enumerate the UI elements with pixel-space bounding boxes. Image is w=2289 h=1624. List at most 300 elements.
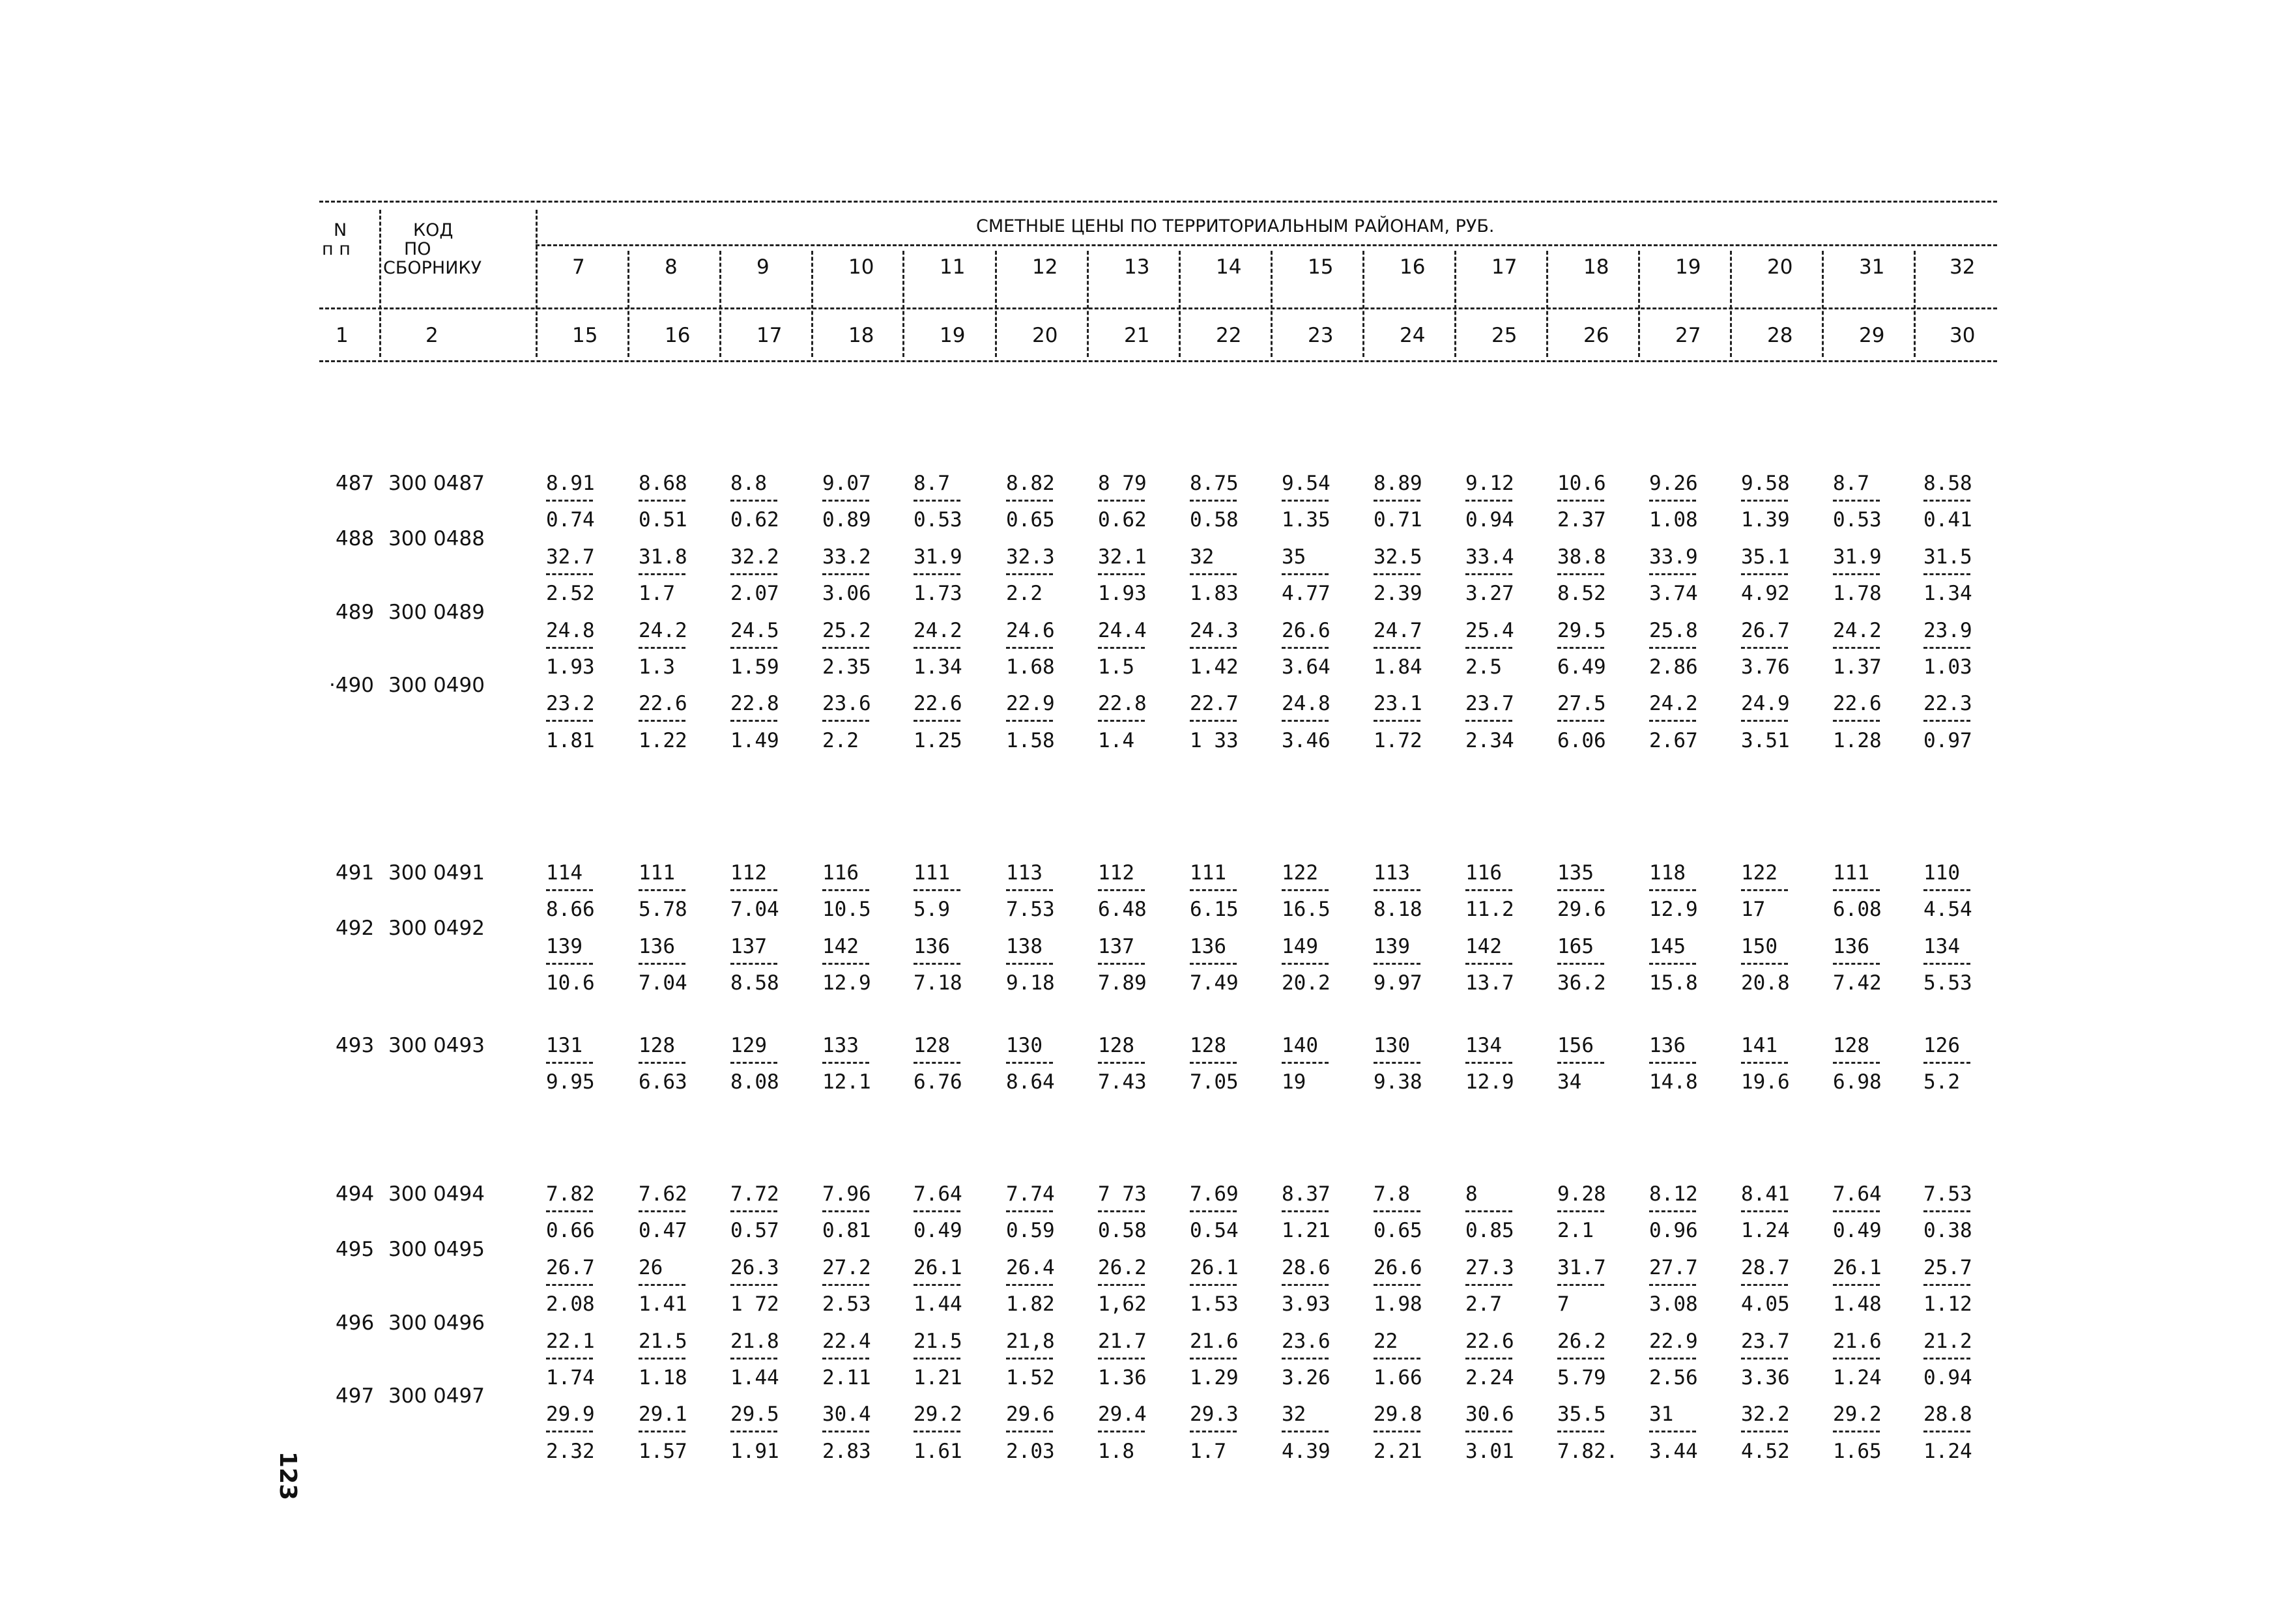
price-value: 12.1 bbox=[822, 1070, 871, 1094]
price-value: 128 bbox=[1190, 1034, 1226, 1057]
fraction-bar bbox=[1465, 500, 1512, 502]
price-value: 0.59 bbox=[1006, 1219, 1055, 1243]
fraction-bar bbox=[639, 500, 685, 502]
row-number: 489 bbox=[336, 600, 375, 624]
price-value: 1.49 bbox=[730, 728, 779, 752]
price-value: 8.18 bbox=[1374, 898, 1422, 922]
price-value: 26.6 bbox=[1374, 1255, 1422, 1279]
fraction-bar bbox=[1282, 500, 1329, 502]
fraction-bar bbox=[1374, 720, 1420, 722]
price-value: 1.72 bbox=[1374, 728, 1422, 752]
price-value: 1.74 bbox=[546, 1366, 595, 1389]
fraction-bar bbox=[730, 720, 777, 722]
catalog-code: 300 0495 bbox=[388, 1237, 485, 1261]
price-value: 1.65 bbox=[1833, 1439, 1882, 1463]
price-value: 2.24 bbox=[1465, 1366, 1514, 1389]
catalog-code: 300 0488 bbox=[388, 526, 485, 550]
fraction-bar bbox=[1190, 573, 1237, 575]
fraction-bar bbox=[1649, 500, 1696, 502]
price-value: 32 bbox=[1282, 1403, 1306, 1427]
fraction-bar bbox=[1557, 500, 1604, 502]
district-number: 10 bbox=[848, 255, 874, 279]
column-number: 22 bbox=[1216, 324, 1242, 347]
price-value: 26.4 bbox=[1006, 1255, 1055, 1279]
fraction-bar bbox=[1741, 889, 1788, 891]
header-code-label-1: КОД bbox=[413, 220, 453, 240]
price-value: 34 bbox=[1557, 1070, 1582, 1094]
price-value: 16.5 bbox=[1282, 898, 1331, 922]
fraction-bar bbox=[1282, 1284, 1329, 1286]
price-value: 26.2 bbox=[1098, 1255, 1147, 1279]
price-value: 2.56 bbox=[1649, 1366, 1698, 1389]
price-value: 0.96 bbox=[1649, 1219, 1698, 1243]
row-number: 496 bbox=[336, 1311, 375, 1335]
price-value: 9.07 bbox=[822, 472, 871, 495]
price-value: 8.68 bbox=[639, 472, 687, 495]
district-number: 9 bbox=[756, 255, 770, 279]
price-value: 23.9 bbox=[1923, 618, 1972, 642]
price-value: 31.7 bbox=[1557, 1255, 1606, 1279]
fraction-bar bbox=[822, 1210, 869, 1212]
fraction-bar bbox=[914, 1210, 960, 1212]
fraction-bar bbox=[1923, 1284, 1970, 1286]
price-value: 31 bbox=[1649, 1403, 1674, 1427]
fraction-bar bbox=[1374, 1210, 1420, 1212]
price-value: 0.94 bbox=[1923, 1366, 1972, 1389]
price-value: 130 bbox=[1374, 1034, 1410, 1057]
price-value: 1.35 bbox=[1282, 508, 1331, 532]
fraction-bar bbox=[730, 1062, 777, 1064]
price-value: 0.53 bbox=[914, 508, 962, 532]
fraction-bar bbox=[1465, 1358, 1512, 1360]
price-value: 8.58 bbox=[1923, 472, 1972, 495]
fraction-bar bbox=[1374, 963, 1420, 965]
fraction-bar bbox=[1098, 1210, 1145, 1212]
price-value: 4.52 bbox=[1741, 1439, 1790, 1463]
fraction-bar bbox=[1557, 889, 1604, 891]
price-value: 27.5 bbox=[1557, 692, 1606, 716]
fraction-bar bbox=[1374, 1431, 1420, 1432]
fraction-bar bbox=[1833, 1062, 1880, 1064]
price-value: 7.74 bbox=[1006, 1182, 1055, 1206]
fraction-bar bbox=[1374, 1358, 1420, 1360]
price-value: 128 bbox=[914, 1034, 950, 1057]
price-value: 29.9 bbox=[546, 1403, 595, 1427]
fraction-bar bbox=[1282, 647, 1329, 649]
price-value: 1.66 bbox=[1374, 1366, 1422, 1389]
header-col-separator bbox=[627, 251, 629, 357]
price-value: 28.8 bbox=[1923, 1403, 1972, 1427]
fraction-bar bbox=[822, 647, 869, 649]
price-value: 0.71 bbox=[1374, 508, 1422, 532]
fraction-bar bbox=[1923, 1062, 1970, 1064]
catalog-code: 300 0487 bbox=[388, 472, 485, 495]
fraction-bar bbox=[914, 889, 960, 891]
fraction-bar bbox=[914, 1062, 960, 1064]
district-number: 18 bbox=[1583, 255, 1609, 279]
price-value: 1.44 bbox=[730, 1366, 779, 1389]
price-value: 8.58 bbox=[730, 971, 779, 995]
fraction-bar bbox=[1098, 647, 1145, 649]
fraction-bar bbox=[1833, 573, 1880, 575]
price-value: 1.28 bbox=[1833, 728, 1882, 752]
price-value: 2.03 bbox=[1006, 1439, 1055, 1463]
fraction-bar bbox=[1282, 720, 1329, 722]
price-value: 1.44 bbox=[914, 1292, 962, 1317]
price-value: 136 bbox=[914, 934, 950, 958]
fraction-bar bbox=[1190, 1358, 1237, 1360]
price-value: 21.7 bbox=[1098, 1329, 1147, 1353]
price-value: 22.8 bbox=[1098, 692, 1147, 716]
header-top-rule bbox=[319, 201, 1997, 203]
price-value: 29.2 bbox=[914, 1403, 962, 1427]
fraction-bar bbox=[1190, 720, 1237, 722]
price-value: 23.7 bbox=[1465, 692, 1514, 716]
header-np-label-2: п п bbox=[322, 239, 351, 259]
column-number: 21 bbox=[1124, 324, 1150, 347]
price-value: 3.27 bbox=[1465, 582, 1514, 606]
header-mid-rule bbox=[319, 307, 1997, 309]
price-value: 7.72 bbox=[730, 1182, 779, 1206]
column-number: 30 bbox=[1950, 324, 1976, 347]
fraction-bar bbox=[1649, 963, 1696, 965]
price-value: 9.18 bbox=[1006, 971, 1055, 995]
price-value: 22.1 bbox=[546, 1329, 595, 1353]
price-value: 1.37 bbox=[1833, 655, 1882, 679]
fraction-bar bbox=[730, 889, 777, 891]
fraction-bar bbox=[1374, 1284, 1420, 1286]
price-value: 5.78 bbox=[639, 898, 687, 922]
column-number: 19 bbox=[940, 324, 966, 347]
price-value: 2.5 bbox=[1465, 655, 1502, 679]
fraction-bar bbox=[1649, 1431, 1696, 1432]
column-number: 16 bbox=[665, 324, 691, 347]
fraction-bar bbox=[1098, 500, 1145, 502]
header-np-label-1: N bbox=[334, 220, 347, 240]
fraction-bar bbox=[822, 1062, 869, 1064]
fraction-bar bbox=[1833, 889, 1880, 891]
price-value: 29.5 bbox=[1557, 618, 1606, 642]
price-value: 145 bbox=[1649, 934, 1686, 958]
price-value: 1.03 bbox=[1923, 655, 1972, 679]
district-number: 31 bbox=[1859, 255, 1885, 279]
price-value: 137 bbox=[730, 934, 767, 958]
fraction-bar bbox=[1006, 889, 1053, 891]
fraction-bar bbox=[1833, 647, 1880, 649]
header-col-separator bbox=[1730, 251, 1732, 357]
district-number: 19 bbox=[1675, 255, 1701, 279]
price-value: 1.4 bbox=[1098, 728, 1134, 752]
fraction-bar bbox=[1006, 1210, 1053, 1212]
price-value: 2.35 bbox=[822, 655, 871, 679]
fraction-bar bbox=[1374, 889, 1420, 891]
fraction-bar bbox=[730, 1358, 777, 1360]
column-number: 20 bbox=[1032, 324, 1058, 347]
price-value: 21.5 bbox=[639, 1329, 687, 1353]
price-value: 1.7 bbox=[1190, 1439, 1226, 1463]
price-value: 2.32 bbox=[546, 1439, 595, 1463]
price-value: 8.7 bbox=[914, 472, 950, 495]
price-value: 1.18 bbox=[639, 1366, 687, 1389]
price-value: 0.53 bbox=[1833, 508, 1882, 532]
price-value: 38.8 bbox=[1557, 545, 1606, 569]
price-value: 2.7 bbox=[1465, 1292, 1502, 1317]
price-value: 29.1 bbox=[639, 1403, 687, 1427]
price-value: 8.08 bbox=[730, 1070, 779, 1094]
fraction-bar bbox=[1006, 963, 1053, 965]
price-value: 29.5 bbox=[730, 1403, 779, 1427]
price-value: 22.9 bbox=[1006, 692, 1055, 716]
price-value: 7.18 bbox=[914, 971, 962, 995]
price-value: 116 bbox=[1465, 861, 1502, 885]
price-value: 1.48 bbox=[1833, 1292, 1882, 1317]
price-value: 20.8 bbox=[1741, 971, 1790, 995]
price-value: 19 bbox=[1282, 1070, 1306, 1094]
price-value: 30.6 bbox=[1465, 1403, 1514, 1427]
price-value: 1.83 bbox=[1190, 582, 1239, 606]
fraction-bar bbox=[1557, 573, 1604, 575]
price-value: 128 bbox=[1833, 1034, 1869, 1057]
district-number: 20 bbox=[1767, 255, 1793, 279]
price-value: 0.66 bbox=[546, 1219, 595, 1243]
column-number: 23 bbox=[1308, 324, 1334, 347]
price-value: 0.38 bbox=[1923, 1219, 1972, 1243]
price-value: 22 bbox=[1374, 1329, 1398, 1353]
fraction-bar bbox=[546, 1284, 593, 1286]
price-value: 8.41 bbox=[1741, 1182, 1790, 1206]
price-value: 1.24 bbox=[1923, 1439, 1972, 1463]
header-col-separator bbox=[995, 251, 997, 357]
header-col-separator bbox=[1087, 251, 1089, 357]
price-value: 24.5 bbox=[730, 618, 779, 642]
price-value: 7 bbox=[1557, 1292, 1570, 1317]
fraction-bar bbox=[1923, 1431, 1970, 1432]
price-value: 2.2 bbox=[822, 728, 859, 752]
price-value: 8 bbox=[1465, 1182, 1478, 1206]
price-value: 135 bbox=[1557, 861, 1594, 885]
fraction-bar bbox=[546, 1358, 593, 1360]
fraction-bar bbox=[1833, 720, 1880, 722]
fraction-bar bbox=[1923, 573, 1970, 575]
fraction-bar bbox=[1741, 1210, 1788, 1212]
price-value: 1.21 bbox=[914, 1366, 962, 1389]
price-value: 112 bbox=[1098, 861, 1134, 885]
catalog-code: 300 0493 bbox=[388, 1034, 485, 1057]
fraction-bar bbox=[1741, 720, 1788, 722]
row-number: 495 bbox=[336, 1237, 375, 1261]
price-value: 13.7 bbox=[1465, 971, 1514, 995]
fraction-bar bbox=[914, 720, 960, 722]
price-value: 26.1 bbox=[914, 1255, 962, 1279]
fraction-bar bbox=[822, 573, 869, 575]
price-value: 21.8 bbox=[730, 1329, 779, 1353]
fraction-bar bbox=[914, 647, 960, 649]
column-number: 24 bbox=[1400, 324, 1426, 347]
price-value: 1.61 bbox=[914, 1439, 962, 1463]
fraction-bar bbox=[1923, 1210, 1970, 1212]
price-value: 26.3 bbox=[730, 1255, 779, 1279]
price-value: 112 bbox=[730, 861, 767, 885]
fraction-bar bbox=[1741, 1431, 1788, 1432]
price-value: 140 bbox=[1282, 1034, 1318, 1057]
price-value: 0.94 bbox=[1465, 508, 1514, 532]
price-value: 9.54 bbox=[1282, 472, 1331, 495]
price-value: 3.46 bbox=[1282, 728, 1331, 752]
price-value: 4.92 bbox=[1741, 582, 1790, 606]
header-col-separator bbox=[1179, 251, 1181, 357]
price-value: 1.24 bbox=[1741, 1219, 1790, 1243]
price-value: 22.6 bbox=[914, 692, 962, 716]
fraction-bar bbox=[914, 1431, 960, 1432]
fraction-bar bbox=[1923, 1358, 1970, 1360]
price-value: 4.39 bbox=[1282, 1439, 1331, 1463]
fraction-bar bbox=[1833, 1358, 1880, 1360]
header-sep-np bbox=[379, 210, 381, 357]
price-value: 1.68 bbox=[1006, 655, 1055, 679]
fraction-bar bbox=[1282, 1210, 1329, 1212]
header-code-label-2: ПО bbox=[404, 239, 431, 259]
price-value: 130 bbox=[1006, 1034, 1043, 1057]
fraction-bar bbox=[1190, 647, 1237, 649]
price-value: 3.08 bbox=[1649, 1292, 1698, 1317]
header-sub-rule bbox=[536, 244, 1997, 246]
price-value: 7.89 bbox=[1098, 971, 1147, 995]
header-col-separator bbox=[1271, 251, 1273, 357]
fraction-bar bbox=[1741, 573, 1788, 575]
fraction-bar bbox=[1833, 1431, 1880, 1432]
price-value: 22.7 bbox=[1190, 692, 1239, 716]
price-value: 1.39 bbox=[1741, 508, 1790, 532]
price-value: 22.3 bbox=[1923, 692, 1972, 716]
price-value: 10.6 bbox=[546, 971, 595, 995]
price-value: 3.01 bbox=[1465, 1439, 1514, 1463]
fraction-bar bbox=[1741, 500, 1788, 502]
price-value: 23.2 bbox=[546, 692, 595, 716]
price-value: 10.5 bbox=[822, 898, 871, 922]
column-number: 25 bbox=[1491, 324, 1518, 347]
price-value: 4.05 bbox=[1741, 1292, 1790, 1317]
price-value: 29.4 bbox=[1098, 1403, 1147, 1427]
price-value: 133 bbox=[822, 1034, 859, 1057]
fraction-bar bbox=[1649, 1062, 1696, 1064]
price-value: 33.4 bbox=[1465, 545, 1514, 569]
price-value: 1.3 bbox=[639, 655, 675, 679]
fraction-bar bbox=[1282, 573, 1329, 575]
fraction-bar bbox=[546, 963, 593, 965]
price-value: 31.8 bbox=[639, 545, 687, 569]
price-value: 29.2 bbox=[1833, 1403, 1882, 1427]
catalog-code: 300 0496 bbox=[388, 1311, 485, 1335]
fraction-bar bbox=[1557, 1358, 1604, 1360]
fraction-bar bbox=[1098, 889, 1145, 891]
price-value: 7.53 bbox=[1006, 898, 1055, 922]
fraction-bar bbox=[730, 1284, 777, 1286]
price-value: 22.9 bbox=[1649, 1329, 1698, 1353]
price-value: 2.11 bbox=[822, 1366, 871, 1389]
fraction-bar bbox=[1098, 1358, 1145, 1360]
price-value: 9.58 bbox=[1741, 472, 1790, 495]
price-value: 24.3 bbox=[1190, 618, 1239, 642]
price-value: 1.42 bbox=[1190, 655, 1239, 679]
fraction-bar bbox=[1006, 1284, 1053, 1286]
price-value: 1.08 bbox=[1649, 508, 1698, 532]
fraction-bar bbox=[1649, 889, 1696, 891]
colnum-code: 2 bbox=[425, 324, 439, 347]
price-value: 1.57 bbox=[639, 1439, 687, 1463]
fraction-bar bbox=[639, 1358, 685, 1360]
price-value: 7.04 bbox=[639, 971, 687, 995]
fraction-bar bbox=[639, 720, 685, 722]
price-value: 6.49 bbox=[1557, 655, 1606, 679]
price-value: 28.7 bbox=[1741, 1255, 1790, 1279]
price-value: 1.93 bbox=[546, 655, 595, 679]
fraction-bar bbox=[1374, 647, 1420, 649]
price-value: 7.04 bbox=[730, 898, 779, 922]
fraction-bar bbox=[1649, 1284, 1696, 1286]
fraction-bar bbox=[914, 1284, 960, 1286]
fraction-bar bbox=[1557, 1062, 1604, 1064]
price-value: 0.74 bbox=[546, 508, 595, 532]
fraction-bar bbox=[1190, 1284, 1237, 1286]
fraction-bar bbox=[1465, 963, 1512, 965]
price-value: 1.52 bbox=[1006, 1366, 1055, 1389]
price-value: 122 bbox=[1282, 861, 1318, 885]
price-value: 9.28 bbox=[1557, 1182, 1606, 1206]
price-value: 24.7 bbox=[1374, 618, 1422, 642]
price-value: 2.37 bbox=[1557, 508, 1606, 532]
fraction-bar bbox=[546, 647, 593, 649]
price-value: 6.15 bbox=[1190, 898, 1239, 922]
district-number: 12 bbox=[1032, 255, 1058, 279]
price-value: 9.12 bbox=[1465, 472, 1514, 495]
price-value: 4.54 bbox=[1923, 898, 1972, 922]
price-value: 21,8 bbox=[1006, 1329, 1055, 1353]
price-value: 8.8 bbox=[730, 472, 767, 495]
price-value: 2.52 bbox=[546, 582, 595, 606]
price-value: 21.6 bbox=[1190, 1329, 1239, 1353]
price-value: 136 bbox=[1833, 934, 1869, 958]
fraction-bar bbox=[639, 1210, 685, 1212]
header-col-separator bbox=[719, 251, 721, 357]
fraction-bar bbox=[1190, 963, 1237, 965]
fraction-bar bbox=[1098, 1284, 1145, 1286]
row-number: 497 bbox=[336, 1384, 375, 1408]
fraction-bar bbox=[822, 500, 869, 502]
price-value: 156 bbox=[1557, 1034, 1594, 1057]
fraction-bar bbox=[1833, 500, 1880, 502]
fraction-bar bbox=[1006, 1431, 1053, 1432]
price-value: 9.95 bbox=[546, 1070, 595, 1094]
price-value: 12.9 bbox=[1649, 898, 1698, 922]
price-value: 32.3 bbox=[1006, 545, 1055, 569]
price-value: 1.24 bbox=[1833, 1366, 1882, 1389]
price-value: 1.5 bbox=[1098, 655, 1134, 679]
fraction-bar bbox=[1374, 1062, 1420, 1064]
price-value: 7.96 bbox=[822, 1182, 871, 1206]
price-value: 27.7 bbox=[1649, 1255, 1698, 1279]
price-value: 1 33 bbox=[1190, 728, 1239, 752]
price-value: 128 bbox=[1098, 1034, 1134, 1057]
price-value: 3.06 bbox=[822, 582, 871, 606]
price-value: 23.6 bbox=[1282, 1329, 1331, 1353]
price-value: 12.9 bbox=[1465, 1070, 1514, 1094]
district-number: 14 bbox=[1216, 255, 1242, 279]
fraction-bar bbox=[1649, 1210, 1696, 1212]
fraction-bar bbox=[1098, 720, 1145, 722]
fraction-bar bbox=[1649, 647, 1696, 649]
price-value: 7.53 bbox=[1923, 1182, 1972, 1206]
price-value: 26.2 bbox=[1557, 1329, 1606, 1353]
